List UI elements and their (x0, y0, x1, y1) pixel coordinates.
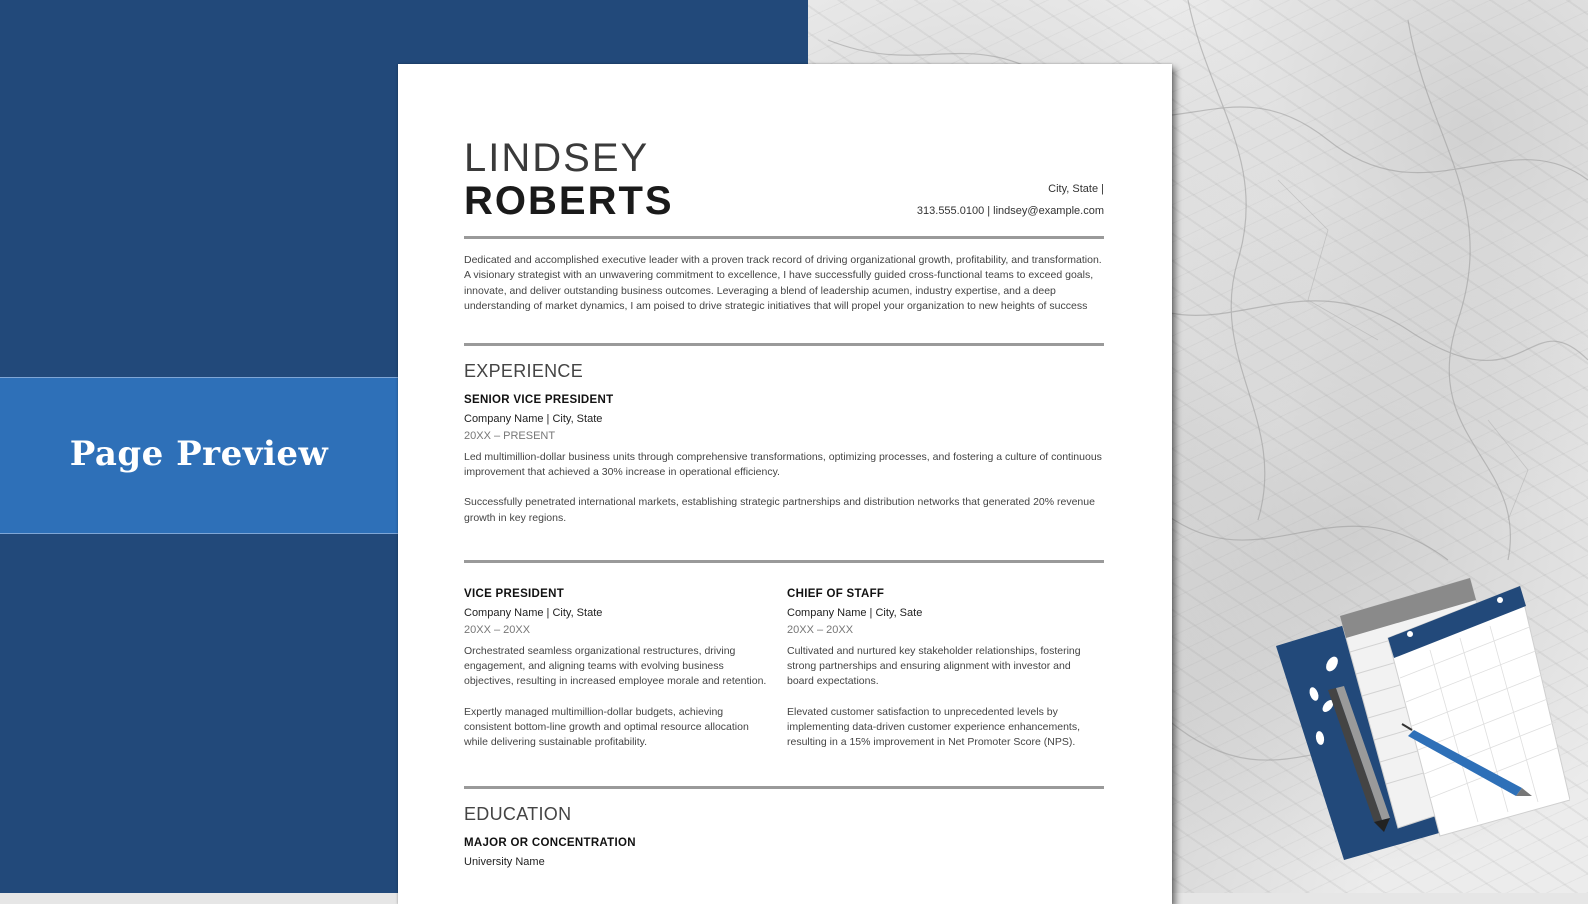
job-senior-vice-president (464, 394, 1104, 526)
job-bullet: Successfully penetrated international markets, establishing strategic partnerships and distribution networks that generated 20% revenue growth in key regions. (464, 496, 1095, 524)
contact-line-1: City, State | (1048, 183, 1104, 195)
job-title: SENIOR VICE PRESIDENT (464, 394, 614, 406)
divider (464, 343, 1104, 346)
job-bullet: Cultivated and nurtured key stakeholder relationships, fostering strong partnerships and ensuring alignment with investor and board expectations. (787, 645, 1081, 688)
job-title: VICE PRESIDENT (464, 588, 565, 600)
first-name: LINDSEY (464, 136, 650, 180)
divider (464, 560, 1104, 563)
job-chief-of-staff (787, 588, 1087, 750)
job-dates: 20XX – 20XX (464, 624, 531, 636)
job-bullet: Orchestrated seamless organizational restructures, driving engagement, and aligning teams with evolving business objectives, resulting in increased employee morale and retention. (464, 645, 767, 688)
last-name: ROBERTS (464, 179, 674, 223)
page-preview-banner (0, 377, 398, 534)
summary-text: Dedicated and accomplished executive leader with a proven track record of driving organizational growth, profitability, and transformation. A visionary strategist with an unwavering commitment to excellence, I have successfully guided cross-functional teams to exceed goals, innovate, and deliver outstanding business outcomes. Leveraging a blend of leadership acumen, industry expertise, and a deep understanding of market dynamics, I am poised to drive strategic initiatives that will propel your organization to new heights of success (464, 254, 1102, 312)
degree: MAJOR OR CONCENTRATION (464, 837, 636, 849)
job-bullet: Elevated customer satisfaction to unprecedented levels by implementing data-driven customer experience enhancements, resulting in a 15% improvement in Net Promoter Score (NPS). (787, 705, 1080, 749)
job-company: Company Name | City, State (464, 413, 603, 425)
contact-info (917, 178, 1104, 222)
job-bullet: Expertly managed multimillion-dollar budgets, achieving consistent bottom-line growth and optimal resource allocation while delivering sustainable profitability. (464, 705, 749, 749)
job-title: CHIEF OF STAFF (787, 588, 885, 600)
job-company: Company Name | City, State (464, 607, 603, 619)
job-company: Company Name | City, Sate (787, 607, 923, 619)
resume-page (398, 64, 1172, 904)
contact-line-2: 313.555.0100 | lindsey@example.com (916, 205, 1104, 217)
banner-title: Page Preview (69, 433, 329, 474)
experience-heading: EXPERIENCE (464, 361, 584, 381)
education-entry (464, 837, 1104, 868)
job-vice-president (464, 588, 770, 750)
notebook-illustration (1270, 560, 1570, 870)
job-dates: 20XX – PRESENT (464, 430, 556, 442)
divider (464, 786, 1104, 789)
education-heading: EDUCATION (464, 804, 572, 824)
divider (464, 236, 1104, 239)
school-name: University Name (464, 856, 545, 868)
resume-name (464, 136, 674, 222)
job-bullet: Led multimillion-dollar business units through comprehensive transformations, optimizing processes, and fostering a culture of continuous improvement that achieved a 30% increase in operational efficiency. (464, 451, 1102, 479)
job-dates: 20XX – 20XX (787, 624, 854, 636)
